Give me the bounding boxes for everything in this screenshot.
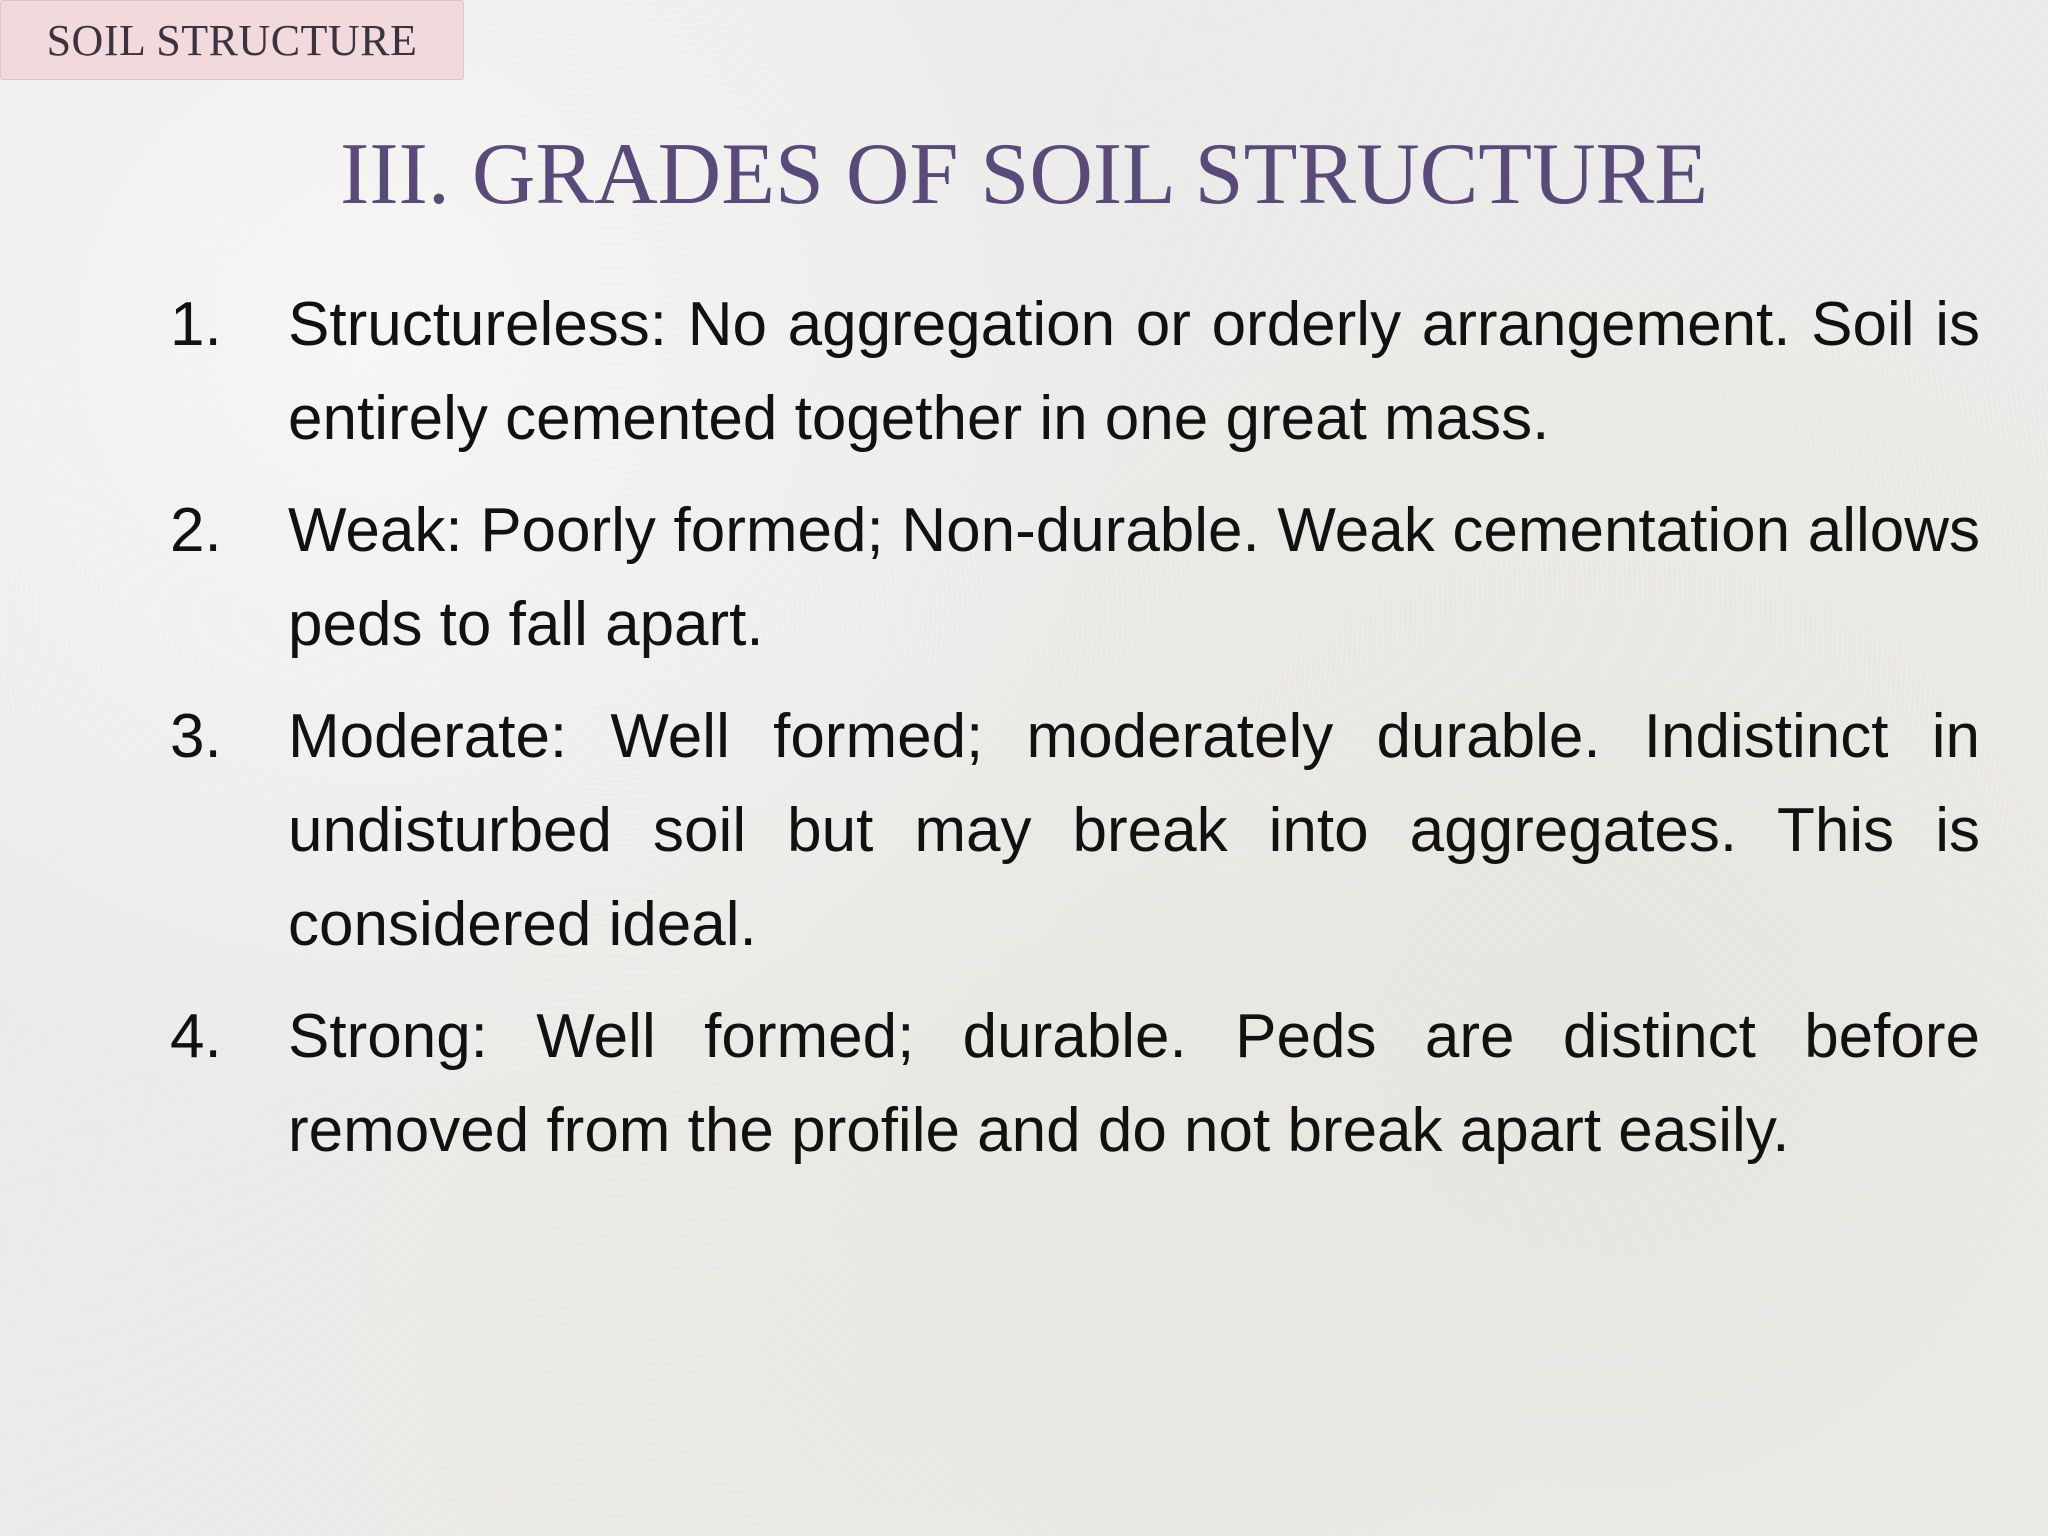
list-item-text: Strong: Well formed; durable. Peds are distinct before removed from the profile and do not break apart easily. — [288, 1002, 1980, 1165]
list-item-number: 2. — [170, 496, 222, 565]
grade-list — [170, 278, 1980, 1196]
list-item-text: Moderate: Well formed; moderately durable. Indistinct in undisturbed soil but may break into aggregates. This is considered ideal. — [288, 702, 1980, 959]
list-item-number: 1. — [170, 290, 222, 359]
list-item — [170, 990, 1980, 1178]
list-item-text: Structureless: No aggregation or orderly arrangement. Soil is entirely cemented together in one great mass. — [288, 290, 1980, 453]
list-item — [170, 278, 1980, 466]
list-item-number: 3. — [170, 702, 222, 771]
section-tag-label: SOIL STRUCTURE — [46, 15, 418, 65]
section-tag — [0, 0, 464, 80]
list-item — [170, 484, 1980, 672]
list-item — [170, 690, 1980, 972]
list-item-number: 4. — [170, 1002, 222, 1071]
list-item-text: Weak: Poorly formed; Non-durable. Weak cementation allows peds to fall apart. — [288, 496, 1980, 659]
slide-title: III. GRADES OF SOIL STRUCTURE — [339, 126, 1709, 223]
